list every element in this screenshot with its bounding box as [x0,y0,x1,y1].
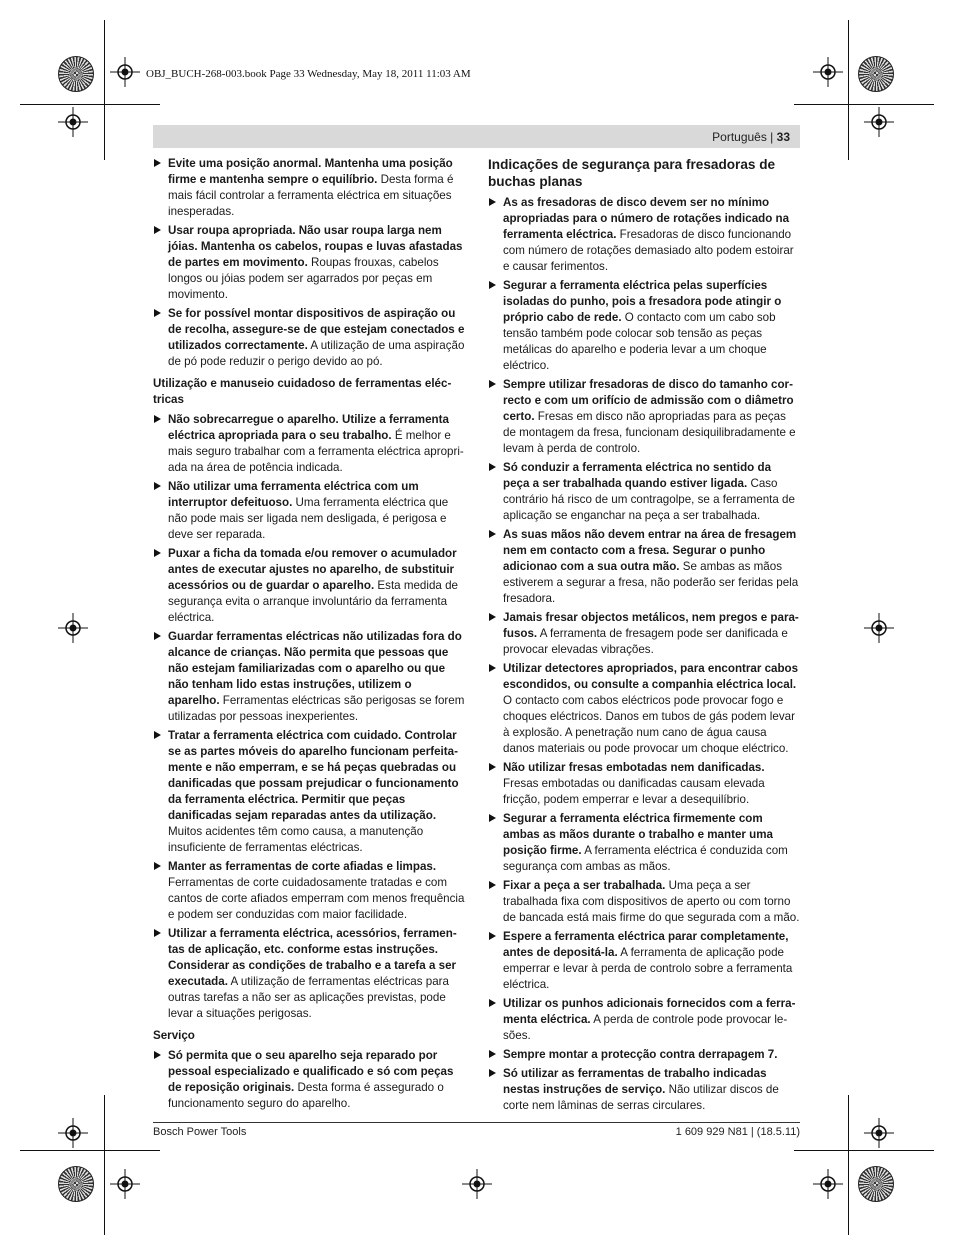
list-item [488,1066,800,1114]
service-list [153,1048,465,1112]
bullet-arrow-icon [154,226,161,234]
item-bold-text: Só permita que o seu aparelho seja reparado por pessoal especializado e qualificado e só com peças de reposição originais. [168,1049,454,1094]
item-text: Fresadoras de disco funcionando com número de rotações demasiado alto podem estoirar e causar ferimentos. [503,228,794,273]
item-bold-text: Sempre montar a protecção contra derrapagem 7. [503,1048,778,1061]
registration-mark-icon [864,107,894,137]
item-text: Fresas em disco não apropriadas para as peças de montagem da fresa, funcionam desiquilibradamente e levam à perda de controlo. [503,410,796,455]
bullet-arrow-icon [154,159,161,167]
bullet-arrow-icon [489,881,496,889]
item-bold-text: As suas mãos não devem entrar na área de fresagem nem em contacto com a fresa. Segurar o punho adicionao com a sua outra mão. [503,528,797,573]
list-item [153,412,465,476]
bullet-arrow-icon [154,929,161,937]
list-item [153,223,465,303]
bullet-arrow-icon [154,549,161,557]
registration-mark-icon [813,57,843,87]
item-bold-text: Se for possível montar dispositivos de aspiração ou de recolha, assegure-se de que estejam conectados e utilizados correctamente. [168,307,465,352]
crop-line [794,104,934,105]
registration-mark-icon [110,57,140,87]
bullet-arrow-icon [154,632,161,640]
item-bold-text: Manter as ferramentas de corte afiadas e limpas. [168,860,437,873]
list-item [153,629,465,725]
item-text: A ferramenta eléctrica é conduzida com segurança com ambas as mãos. [503,844,788,873]
registration-mark-icon [864,613,894,643]
bullet-arrow-icon [489,613,496,621]
crop-line [794,1150,934,1151]
bullet-arrow-icon [489,380,496,388]
header-separator: | [766,130,777,144]
list-item [153,546,465,626]
list-item [488,661,800,757]
item-bold-text: As as fresadoras de disco devem ser no mínimo apropriadas para o número de rotações indicado na ferramenta eléctrica. [503,196,790,241]
list-item [488,878,800,926]
item-bold-text: Fixar a peça a ser trabalhada. [503,879,666,892]
item-bold-text: Utilizar os punhos adicionais fornecidos com a ferramenta eléctrica. [503,997,796,1026]
bullet-arrow-icon [489,999,496,1007]
bullet-arrow-icon [154,862,161,870]
item-bold-text: Utilizar a ferramenta eléctrica, acessórios, ferramentas de aplicação, etc. conforme estas instruções. Considerar as condições de trabalho e a tarefa a ser executada. [168,927,457,988]
item-text: Não utilizar discos de corte nem lâminas de serras circulares. [503,1083,779,1112]
general-safety-list [153,156,465,370]
bullet-arrow-icon [154,482,161,490]
subheading-tool-use: Utilização e manuseio cuidadoso de ferramentas eléctricas [153,377,452,406]
item-bold-text: Sempre utilizar fresadoras de disco do tamanho correcto e com um orifício de admissão com o diâmetro certo. [503,378,794,423]
item-text: Caso contrário há risco de um contragolpe, se a ferramenta de aplicação se enganchar na peça a ser trabalhada. [503,477,795,522]
bullet-arrow-icon [489,932,496,940]
list-item [153,859,465,923]
registration-mark-icon [110,1169,140,1199]
item-bold-text: Tratar a ferramenta eléctrica com cuidado. Controlar se as partes móveis do aparelho funcionam perfeitamente e não emperram, e se há peças quebradas ou danificadas que possam prejudicar o funcionamento da ferramenta eléctrica. Permitir que peças danificadas sejam reparadas antes da utilização. [168,729,459,822]
bullet-arrow-icon [489,463,496,471]
item-text: A utilização de uma aspiração de pó pode reduzir o perigo devido ao pó. [168,339,465,368]
list-item [153,728,465,856]
list-item [488,760,800,808]
color-registration-rosette [858,56,894,92]
item-bold-text: Utilizar detectores apropriados, para encontrar cabos escondidos, ou consulte a companhia eléctrica local. [503,662,799,691]
list-item [488,460,800,524]
footer-rule [153,1122,800,1123]
list-item [488,278,800,374]
bullet-arrow-icon [489,281,496,289]
item-text: É melhor e mais seguro trabalhar com a ferramenta eléctrica apropriada na área de potência indicada. [168,429,464,474]
item-bold-text: Espere a ferramenta eléctrica parar completamente, antes de depositá-la. [503,930,789,959]
list-item [153,926,465,1022]
bullet-arrow-icon [489,763,496,771]
crop-line [104,20,105,160]
item-bold-text: Evite uma posição anormal. Mantenha uma posição firme e mantenha sempre o equilíbrio. [168,157,453,186]
item-bold-text: Não utilizar uma ferramenta eléctrica com um interruptor defeituoso. [168,480,419,509]
item-bold-text: Usar roupa apropriada. Não usar roupa larga nem jóias. Mantenha os cabelos, roupas e luvas afastadas de partes em movimento. [168,224,463,269]
registration-mark-icon [58,107,88,137]
item-bold-text: Só utilizar as ferramentas de trabalho indicadas nestas instruções de serviço. [503,1067,767,1096]
section-title: Indicações de segurança para fresadoras de buchas planas [488,157,776,189]
registration-mark-icon [58,1118,88,1148]
bullet-arrow-icon [489,198,496,206]
list-item [488,377,800,457]
item-text: O contacto com cabos eléctricos pode provocar fogo e choques eléctricos. Danos em tubos de gás podem levar à explosão. A penetração num cano de água causa danos materiais ou pode provocar um choque eléctrico. [503,694,795,755]
registration-mark-icon [58,613,88,643]
list-item [488,1047,800,1063]
subheading-service: Serviço [153,1029,195,1042]
bullet-arrow-icon [154,731,161,739]
item-text: O contacto com um cabo sob tensão também pode colocar sob tensão as peças metálicas do aparelho e poderia levar a um choque eléctrico. [503,311,776,372]
item-text: Esta medida de segurança evita o arranque involuntário da ferramenta eléctrica. [168,579,458,624]
page-number: 33 [776,130,790,144]
list-item [153,156,465,220]
item-text: Desta forma é mais fácil controlar a ferramenta eléctrica em situações inesperadas. [168,173,454,218]
bullet-arrow-icon [154,1051,161,1059]
color-registration-rosette [58,1166,94,1202]
bullet-arrow-icon [489,814,496,822]
item-text: Fresas embotadas ou danificadas causam elevada fricção, podem emperrar e levar a desequilíbrio. [503,777,765,806]
list-item [488,811,800,875]
bullet-arrow-icon [154,415,161,423]
list-item [488,996,800,1044]
item-text: Uma peça a ser trabalhada fixa com dispositivos de aperto ou com torno de bancada está mais firme do que segurada com a mão. [503,879,800,924]
item-text: A perda de controle pode provocar lesões. [503,1013,788,1042]
item-text: Ferramentas de corte cuidadosamente tratadas e com cantos de corte afiados emperram com menos frequência e podem ser conduzidas com maior facilidade. [168,876,465,921]
item-text: Uma ferramenta eléctrica que não pode mais ser ligada nem desligada, é perigosa e deve ser reparada. [168,496,449,541]
item-text: Muitos acidentes têm como causa, a manutenção insuficiente de ferramentas eléctricas. [168,825,424,854]
tool-use-list [153,412,465,1022]
bullet-arrow-icon [489,1069,496,1077]
footer-doc-number: 1 609 929 N81 | (18.5.11) [675,1126,800,1138]
color-registration-rosette [858,1166,894,1202]
item-text: Desta forma é assegurado o funcionamento seguro do aparelho. [168,1081,444,1110]
crop-line [848,20,849,160]
list-item [153,479,465,543]
item-bold-text: Não utilizar fresas embotadas nem danificadas. [503,761,765,774]
list-item [488,929,800,993]
header-language: Português [712,130,767,144]
item-bold-text: Jamais fresar objectos metálicos, nem pregos e parafusos. [503,611,799,640]
bullet-arrow-icon [489,664,496,672]
item-text: Roupas frouxas, cabelos longos ou jóias podem ser agarrados por peças em movimento. [168,256,439,301]
list-item [153,1048,465,1112]
list-item [153,306,465,370]
bullet-arrow-icon [489,530,496,538]
item-text: A ferramenta de aplicação pode emperrar e levar à perda de controlo sobre a ferramenta eléctrica. [503,946,793,991]
registration-mark-icon [813,1169,843,1199]
registration-mark-icon [864,1118,894,1148]
crop-line [20,1150,160,1151]
item-text: Ferramentas eléctricas são perigosas se forem utilizadas por pessoas inexperientes. [168,694,465,723]
list-item [488,195,800,275]
item-text: A utilização de ferramentas eléctricas para outras tarefas a não ser as aplicações previstas, pode levar a situações perigosas. [168,975,449,1020]
item-bold-text: Não sobrecarregue o aparelho. Utilize a ferramenta eléctrica apropriada para o seu trabalho. [168,413,449,442]
crop-line [848,1095,849,1235]
item-text: A ferramenta de fresagem pode ser danificada e provocar elevadas vibrações. [503,627,788,656]
registration-mark-icon [462,1169,492,1199]
right-column [488,156,800,1117]
item-bold-text: Segurar a ferramenta eléctrica firmemente com ambas as mãos durante o trabalho e manter uma posição firme. [503,812,773,857]
print-imprint: OBJ_BUCH-268-003.book Page 33 Wednesday, May 18, 2011 11:03 AM [146,68,471,80]
item-bold-text: Segurar a ferramenta eléctrica pelas superfícies isoladas do punho, pois a fresadora pode atingir o próprio cabo de rede. [503,279,782,324]
list-item [488,527,800,607]
item-text: Se ambas as mãos estiverem a segurar a fresa, não poderão ser feridas pela fresadora. [503,560,799,605]
page-header [153,125,800,148]
item-bold-text: Só conduzir a ferramenta eléctrica no sentido da peça a ser trabalhada quando estiver ligada. [503,461,772,490]
list-item [488,610,800,658]
bullet-arrow-icon [489,1050,496,1058]
item-bold-text: Puxar a ficha da tomada e/ou remover o acumulador antes de executar ajustes no aparelho, de substituir acessórios ou de guardar o aparelho. [168,547,457,592]
crop-line [104,1095,105,1235]
header-text [712,130,790,144]
router-safety-list [488,195,800,1114]
color-registration-rosette [58,56,94,92]
crop-line [20,104,160,105]
footer-brand: Bosch Power Tools [153,1126,247,1138]
item-bold-text: Guardar ferramentas eléctricas não utilizadas fora do alcance de crianças. Não permita que pessoas que não estejam familiarizadas com o aparelho ou que não tenham lido estas instruções, utilizem o aparelho. [168,630,462,707]
left-column [153,156,465,1115]
bullet-arrow-icon [154,309,161,317]
